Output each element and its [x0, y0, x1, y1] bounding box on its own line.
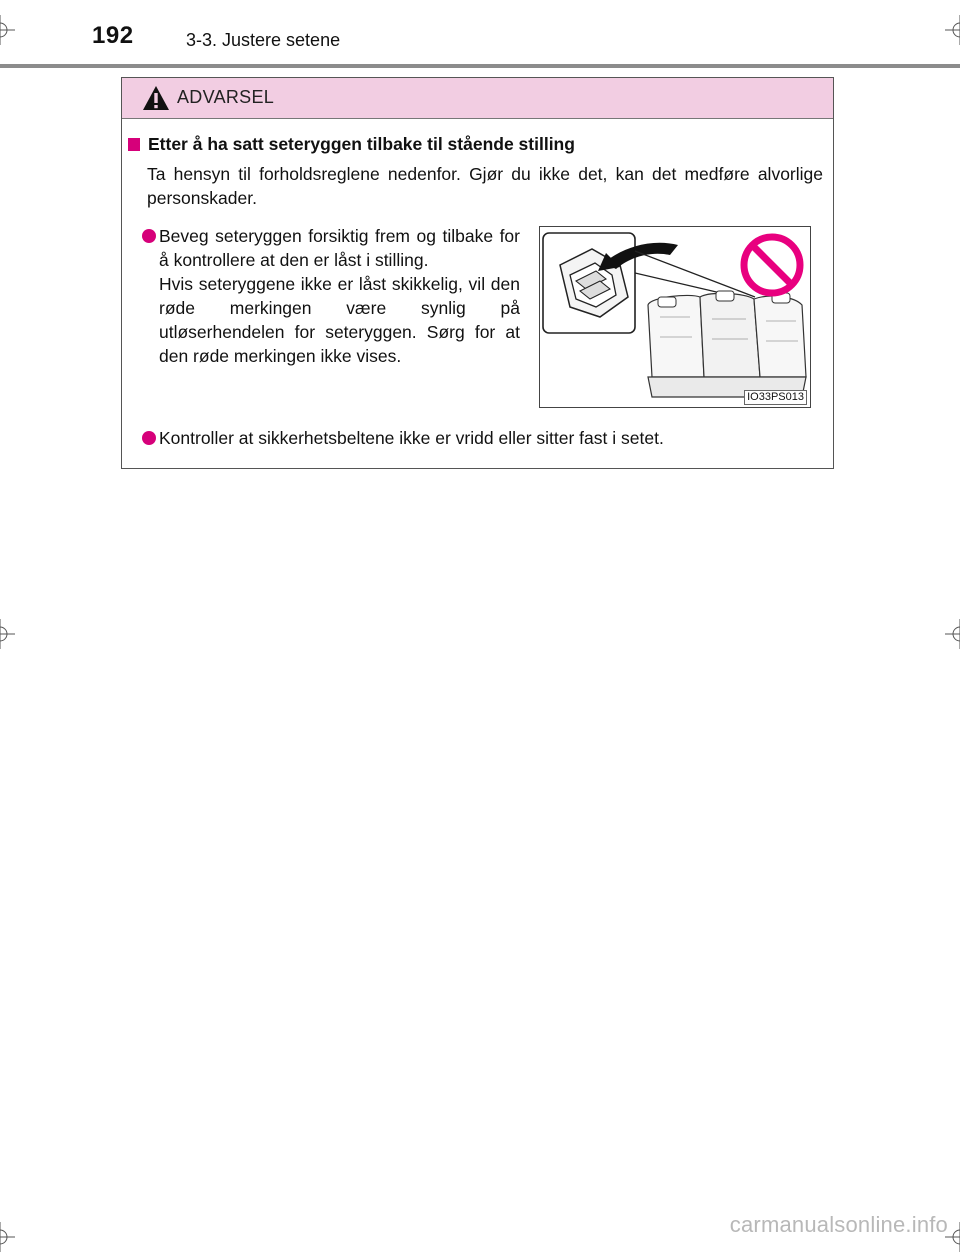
bullet-item-2	[142, 426, 832, 450]
header-rule	[0, 64, 960, 68]
circle-bullet-icon	[142, 431, 156, 445]
bullet-2-text: Kontroller at sikkerhetsbeltene ikke er vridd eller sitter fast i setet.	[159, 428, 664, 448]
bullet-1-line-2: Hvis seteryggene ikke er låst skikkelig, vil den røde merkingen være synlig på utløserhendelen for seteryggen. Sørg for at den røde merkingen ikke vises.	[159, 274, 520, 366]
square-bullet-icon	[128, 138, 140, 151]
crop-mark-mid-right	[945, 619, 960, 649]
section-title: 3-3. Justere setene	[186, 30, 341, 50]
warning-header	[122, 78, 833, 119]
page-number: 192	[92, 22, 134, 49]
crop-mark-mid-left	[0, 619, 15, 649]
warning-label: ADVARSEL	[177, 87, 275, 107]
bullet-1-line-1: Beveg seteryggen forsiktig frem og tilbake for å kontrollere at den er låst i stilling.	[159, 226, 520, 270]
watermark: carmanualsonline.info	[729, 1212, 948, 1237]
figure-code: IO33PS013	[744, 390, 807, 405]
warning-triangle-icon	[142, 85, 170, 116]
warning-intro: Ta hensyn til forholdsreglene nedenfor. Gjør du ikke det, kan det medføre alvorlige personskader.	[147, 164, 823, 208]
warning-box	[121, 77, 834, 469]
crop-mark-top-right	[945, 15, 960, 45]
crop-mark-bottom-left	[0, 1222, 15, 1252]
bullet-item-1	[142, 224, 520, 368]
warning-heading	[128, 134, 575, 155]
circle-bullet-icon	[142, 229, 156, 243]
seat-illustration	[539, 226, 811, 408]
crop-mark-top-left	[0, 15, 15, 45]
warning-heading-text: Etter å ha satt seteryggen tilbake til stående stilling	[148, 134, 575, 154]
